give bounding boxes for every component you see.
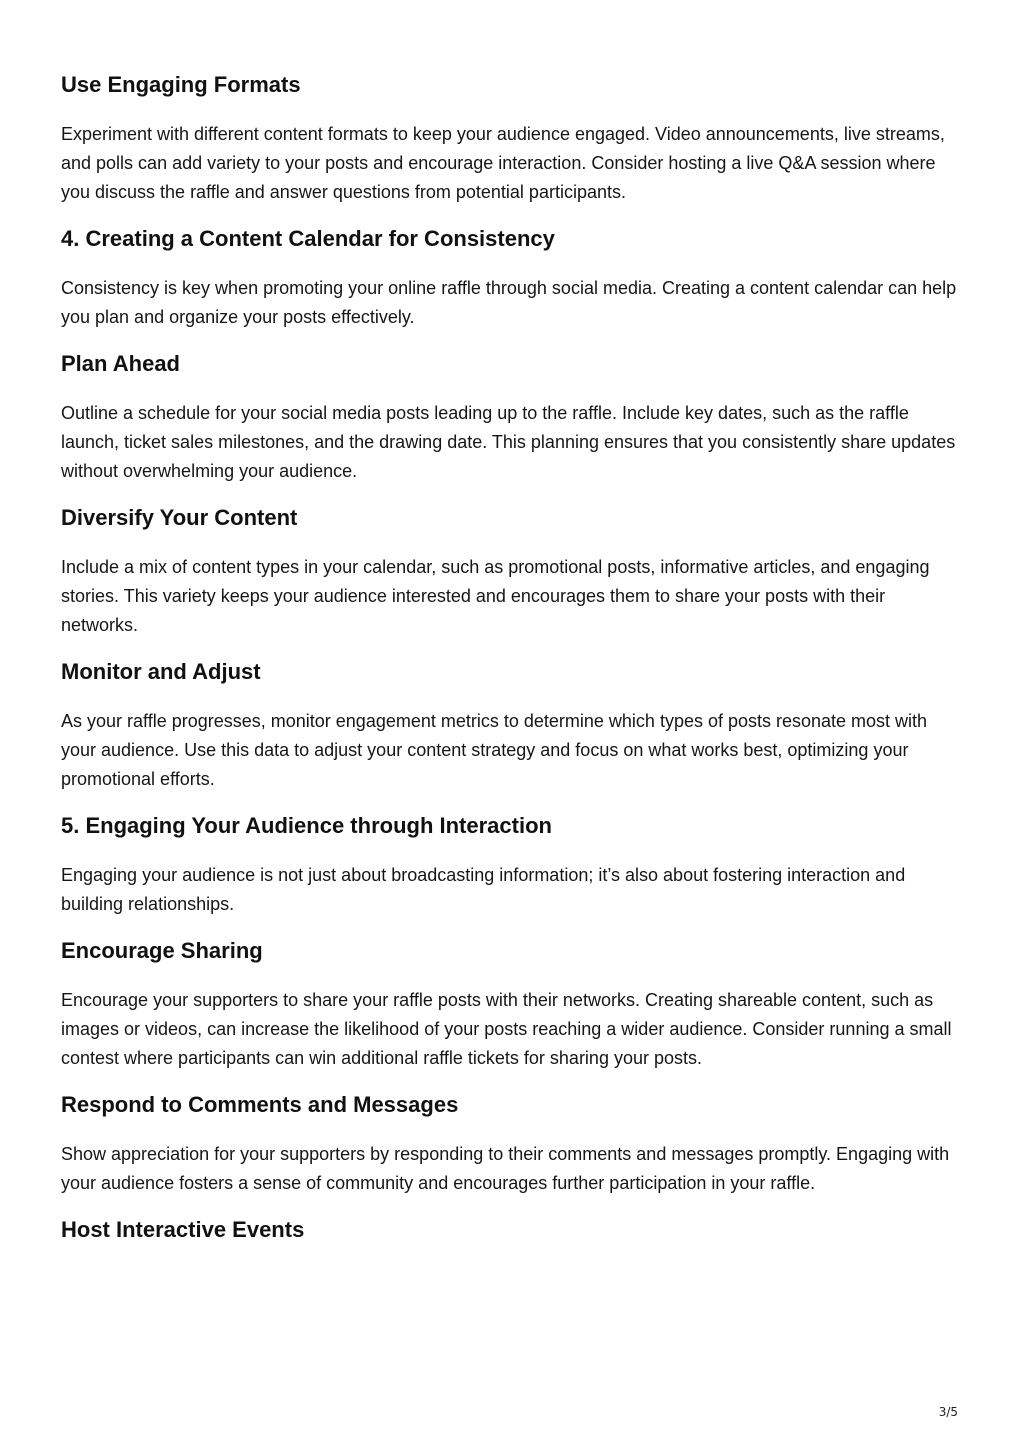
section-heading-encourage-sharing: Encourage Sharing <box>61 938 263 963</box>
section-heading-monitor-adjust: Monitor and Adjust <box>61 659 261 684</box>
section-paragraph-engaging-audience: Engaging your audience is not just about broadcasting information; it’s also about fostering interaction and building relationships. <box>61 865 906 914</box>
section-heading-content-calendar: 4. Creating a Content Calendar for Consistency <box>61 226 555 251</box>
section-heading-use-engaging-formats: Use Engaging Formats <box>61 72 301 97</box>
section-heading-respond-comments: Respond to Comments and Messages <box>61 1092 459 1117</box>
section-paragraph-respond-comments: Show appreciation for your supporters by responding to their comments and messages promptly. Engaging with your audience fosters a sense of community and encourages further participation in your raffle. <box>61 1144 950 1193</box>
section-heading-diversify-content: Diversify Your Content <box>61 505 298 530</box>
page-content <box>61 70 961 1245</box>
section-paragraph-monitor-adjust: As your raffle progresses, monitor engagement metrics to determine which types of posts resonate most with your audience. Use this data to adjust your content strategy and focus on what works best, optimizing your promotional efforts. <box>61 711 928 789</box>
section-paragraph-plan-ahead: Outline a schedule for your social media posts leading up to the raffle. Include key dates, such as the raffle launch, ticket sales milestones, and the drawing date. This planning ensures that you consistently share updates without overwhelming your audience. <box>61 403 956 481</box>
section-heading-engaging-audience: 5. Engaging Your Audience through Interaction <box>61 813 552 838</box>
section-paragraph-encourage-sharing: Encourage your supporters to share your raffle posts with their networks. Creating shareable content, such as images or videos, can increase the likelihood of your posts reaching a wider audience. Consider running a small contest where participants can win additional raffle tickets for sharing your posts. <box>61 990 952 1068</box>
section-paragraph-diversify-content: Include a mix of content types in your calendar, such as promotional posts, informative articles, and engaging stories. This variety keeps your audience interested and encourages them to share your posts with their networks. <box>61 557 930 635</box>
section-paragraph-content-calendar: Consistency is key when promoting your online raffle through social media. Creating a content calendar can help you plan and organize your posts effectively. <box>61 278 957 327</box>
section-heading-plan-ahead: Plan Ahead <box>61 351 180 376</box>
section-paragraph-use-engaging-formats: Experiment with different content formats to keep your audience engaged. Video announcements, live streams, and polls can add variety to your posts and encourage interaction. Consider hosting a live Q&A session where you discuss the raffle and answer questions from potential participants. <box>61 124 945 202</box>
section-heading-host-events: Host Interactive Events <box>61 1217 305 1242</box>
page-number: 3/5 <box>938 1405 958 1419</box>
